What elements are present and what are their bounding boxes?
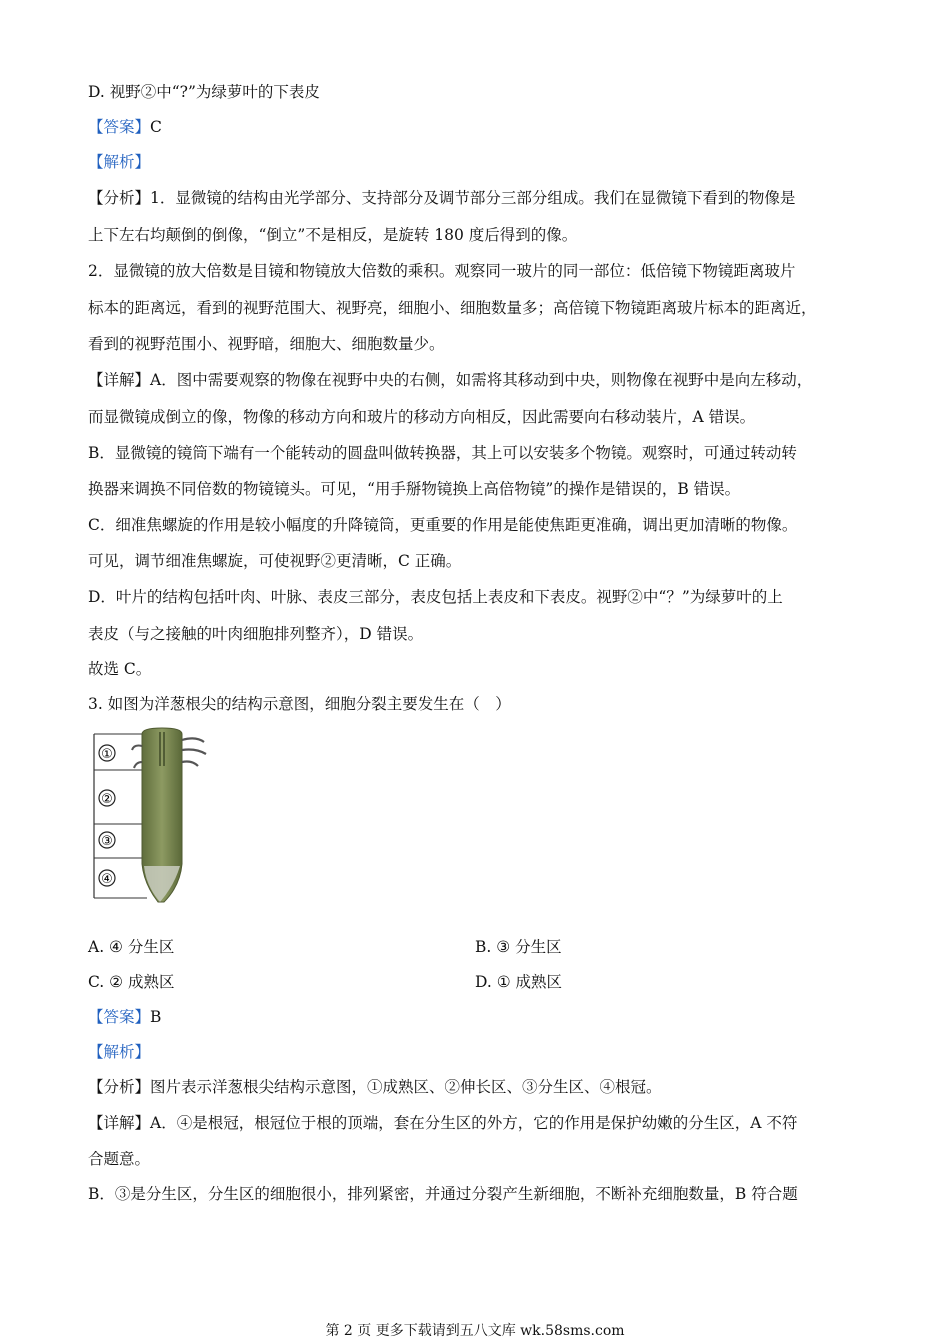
- option-a: A. ④ 分生区: [88, 938, 175, 956]
- body-line: 表皮（与之接触的叶肉细胞排列整齐），D 错误。: [88, 625, 424, 643]
- answer-line: [88, 1007, 161, 1027]
- detail-tag: 【详解】: [88, 1114, 151, 1132]
- answer-value: C: [150, 118, 162, 136]
- option-d: D. ① 成熟区: [475, 973, 563, 991]
- option-c: C. ② 成熟区: [88, 973, 175, 991]
- detail-line: [88, 1113, 797, 1133]
- body-line: 看到的视野范围小、视野暗，细胞大、细胞数量少。: [88, 335, 445, 353]
- figure-label-3: [99, 832, 115, 849]
- svg-text:②: ②: [101, 792, 113, 807]
- analysis-tag: 【解析】: [88, 1043, 151, 1061]
- question-3: 3. 如图为洋葱根尖的结构示意图，细胞分裂主要发生在（ ）: [88, 695, 511, 713]
- body-line: D．叶片的结构包括叶肉、叶脉、表皮三部分，表皮包括上表皮和下表皮。视野②中“？”为绿萝叶的上: [88, 588, 783, 606]
- option-b: B. ③ 分生区: [475, 938, 562, 956]
- analysis-tag: 【解析】: [88, 153, 151, 171]
- fenxi-tag: 【分析】: [88, 1078, 151, 1096]
- svg-text:④: ④: [101, 872, 113, 887]
- detail-line: [88, 370, 812, 390]
- body-line: 标本的距离远，看到的视野范围大、视野亮，细胞小、细胞数量多；高倍镜下物镜距离玻片标本的距离近，: [88, 299, 817, 317]
- body-line: C．细准焦螺旋的作用是较小幅度的升降镜筒，更重要的作用是能使焦距更准确，调出更加清晰的物像。: [88, 516, 798, 534]
- detail-text: A．④是根冠，根冠位于根的顶端，套在分生区的外方，它的作用是保护幼嫩的分生区，A 不符: [150, 1114, 798, 1132]
- body-line: 合题意。: [88, 1150, 151, 1168]
- body-line: B．③是分生区，分生区的细胞很小，排列紧密，并通过分裂产生新细胞，不断补充细胞数量，B 符合题: [88, 1185, 798, 1203]
- figure-label-1: [99, 745, 115, 762]
- body-line: 上下左右均颠倒的倒像，“倒立”不是相反，是旋转 180 度后得到的像。: [88, 226, 578, 244]
- fenxi-text: 1．显微镜的结构由光学部分、支持部分及调节部分三部分组成。我们在显微镜下看到的物像是: [150, 189, 796, 207]
- fenxi-text: 图片表示洋葱根尖结构示意图，①成熟区、②伸长区、③分生区、④根冠。: [150, 1078, 662, 1096]
- analysis-line: [88, 152, 150, 172]
- answer-value: B: [150, 1008, 162, 1026]
- svg-text:①: ①: [101, 747, 113, 762]
- detail-tag: 【详解】: [88, 371, 151, 389]
- page-footer: 第 2 页 更多下载请到五八文库 wk.58sms.com: [325, 1323, 625, 1339]
- fenxi-tag: 【分析】: [88, 189, 151, 207]
- body-line: 可见，调节细准焦螺旋，可使视野②更清晰，C 正确。: [88, 552, 462, 570]
- body-line: 2．显微镜的放大倍数是目镜和物镜放大倍数的乘积。观察同一玻片的同一部位：低倍镜下物镜距离玻片: [88, 262, 796, 280]
- body-line: 换器来调换不同倍数的物镜镜头。可见，“用手掰物镜换上高倍物镜”的操作是错误的，B 错误。: [88, 480, 741, 498]
- answer-tag: 【答案】: [88, 118, 151, 136]
- svg-text:③: ③: [101, 834, 113, 849]
- body-line: B．显微镜的镜筒下端有一个能转动的圆盘叫做转换器，其上可以安装多个物镜。观察时，可通过转动转: [88, 444, 797, 462]
- figure-label-4: [99, 870, 115, 887]
- answer-tag: 【答案】: [88, 1008, 151, 1026]
- figure-label-2: [99, 790, 115, 807]
- body-line: 故选 C。: [88, 660, 152, 678]
- answer-line: [88, 117, 162, 137]
- analysis-line: [88, 1042, 150, 1062]
- option-d-text: D. 视野②中“?”为绿萝叶的下表皮: [88, 83, 320, 101]
- onion-root-tip-figure: [92, 726, 222, 906]
- detail-text: A．图中需要观察的物像在视野中央的右侧，如需将其移动到中央，则物像在视野中是向左移动，: [150, 371, 813, 389]
- body-line: 而显微镜成倒立的像，物像的移动方向和玻片的移动方向相反，因此需要向右移动装片，A 错误。: [88, 408, 756, 426]
- fenxi-line: [88, 1077, 662, 1097]
- fenxi-line: [88, 188, 795, 208]
